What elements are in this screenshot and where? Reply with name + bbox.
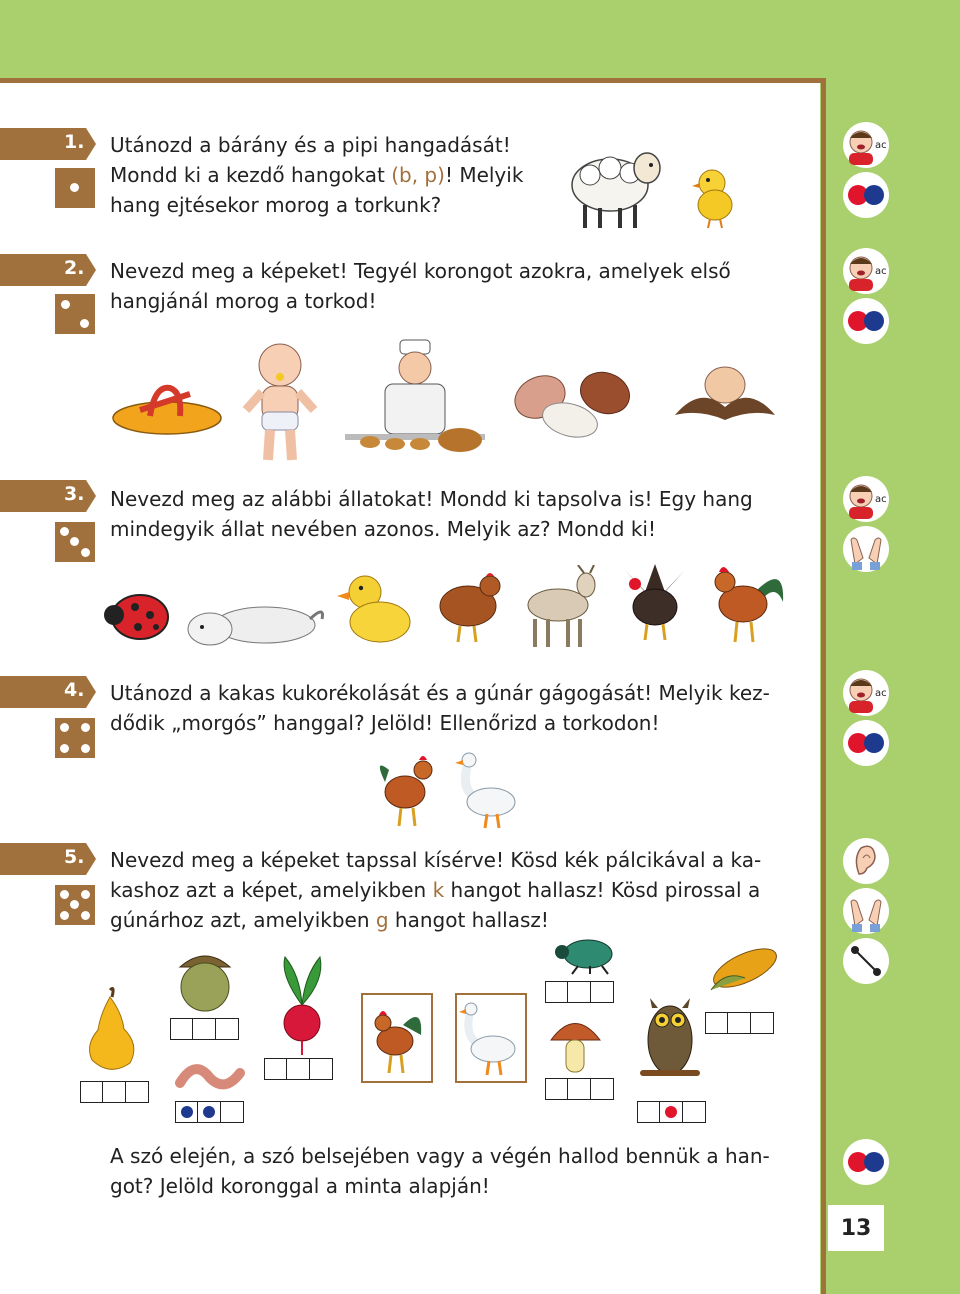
dog-image: [180, 595, 325, 655]
svg-text:ac: ac: [875, 140, 887, 151]
turkey-image: [615, 562, 695, 642]
beans-image: [510, 365, 635, 440]
pear-image: [80, 985, 145, 1075]
svg-text:ac: ac: [875, 266, 887, 277]
sound-boxes-worm[interactable]: [175, 1101, 242, 1123]
speaking-child-icon: [843, 476, 889, 522]
task-3-text: Nevezd meg az alábbi állatokat! Mondd ki tapsolva is! Egy hang mindegyik állat nevében azonos. Melyik az? Mondd ki!: [110, 487, 753, 541]
task-number-1: 1.: [64, 131, 85, 153]
chick-image: [690, 165, 740, 230]
dice-four-icon: [55, 718, 95, 758]
worm-image: [175, 1058, 245, 1093]
blue-red-discs-icon: [843, 298, 889, 344]
acorn-image: [170, 945, 240, 1015]
blue-red-discs-icon: [843, 1139, 889, 1185]
gander-framed-card[interactable]: [455, 993, 527, 1083]
task-number-5: 5.: [64, 846, 85, 868]
task-5-text: Nevezd meg a képeket tapssal kísérve! Kösd kék pálcikával a ka- kashoz azt a képet, amelyikben k hangot hallasz! Kösd pirossal a gúnárhoz azt, amelyikben g hangot hallasz!: [110, 848, 762, 932]
task-number-3: 3.: [64, 483, 85, 505]
ear-icon: [843, 838, 889, 884]
task-number-tab-4: [0, 676, 96, 708]
svg-text:ac: ac: [875, 494, 887, 505]
mushroom-image: [548, 1012, 603, 1074]
task-number-tab-2: [0, 254, 96, 286]
task-1-text: Utánozd a bárány és a pipi hangadását! Mondd ki a kezdő hangokat (b, p)! Melyik hang ejtésekor morog a torkunk?: [110, 133, 524, 217]
mustache-image: [670, 365, 780, 430]
sound-boxes-pear[interactable]: [80, 1081, 147, 1103]
corn-image: [705, 940, 780, 1002]
clapping-hands-icon: [843, 888, 889, 934]
gander-image: [455, 750, 520, 830]
task-number-4: 4.: [64, 679, 85, 701]
radish-image: [265, 955, 340, 1055]
blue-red-discs-icon: [843, 720, 889, 766]
task-number-tab-3: [0, 480, 96, 512]
rooster-framed-card[interactable]: [361, 993, 433, 1083]
sound-boxes-radish[interactable]: [264, 1058, 331, 1080]
speaking-child-icon: [843, 248, 889, 294]
duckling-image: [335, 572, 415, 647]
blue-red-discs-icon: [843, 172, 889, 218]
rooster-card-image: [363, 995, 431, 1081]
ladybug-image: [100, 585, 175, 645]
sound-boxes-mushroom[interactable]: [545, 1078, 612, 1100]
sound-boxes-acorn[interactable]: [170, 1018, 237, 1040]
owl-image: [640, 990, 700, 1085]
page-number: 13: [828, 1205, 884, 1251]
dice-one-icon: [55, 168, 95, 208]
dice-two-icon: [55, 294, 95, 334]
beetle-image: [548, 930, 623, 975]
clapping-hands-icon: [843, 526, 889, 572]
task-number-2: 2.: [64, 257, 85, 279]
sheep-image: [565, 140, 665, 230]
task-number-tab-5: [0, 843, 96, 875]
stick-connect-icon: [843, 938, 889, 984]
baker-image: [340, 338, 490, 463]
baby-image: [240, 340, 320, 465]
sound-boxes-owl[interactable]: [637, 1101, 704, 1123]
task-number-tab-1: [0, 128, 96, 160]
speaking-child-icon: [843, 670, 889, 716]
goat-image: [520, 565, 600, 650]
sandal-image: [110, 380, 225, 440]
sound-boxes-corn[interactable]: [705, 1012, 772, 1034]
dice-five-icon: [55, 885, 95, 925]
sound-boxes-beetle[interactable]: [545, 981, 612, 1003]
speaking-child-icon: [843, 122, 889, 168]
crowing-rooster-image: [375, 752, 440, 827]
final-instruction-text: A szó elején, a szó belsejében vagy a végén hallod bennük a han- got? Jelöld koronggal a minta alapján!: [110, 1144, 770, 1198]
rooster-image: [705, 562, 785, 644]
hen-image: [428, 568, 508, 643]
svg-text:ac: ac: [875, 688, 887, 699]
task-4-text: Utánozd a kakas kukorékolását és a gúnár gágogását! Melyik kez- dődik „morgós” hanggal? Jelöld! Ellenőrizd a torkodon!: [110, 681, 770, 735]
dice-three-icon: [55, 522, 95, 562]
gander-card-image: [457, 995, 525, 1081]
task-2-text: Nevezd meg a képeket! Tegyél korongot azokra, amelyek első hangjánál morog a torkod!: [110, 259, 731, 313]
